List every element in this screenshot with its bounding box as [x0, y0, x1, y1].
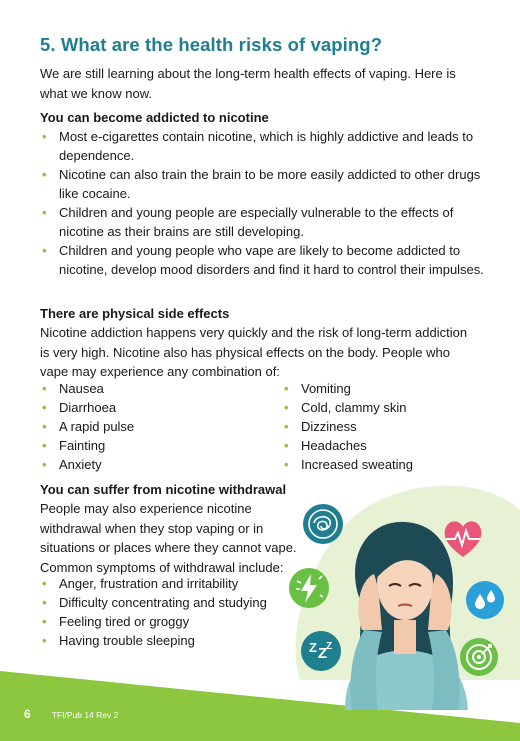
section-title-physical: There are physical side effects	[40, 306, 230, 321]
list-item: • Nausea	[40, 379, 260, 398]
section-title-withdrawal: You can suffer from nicotine withdrawal	[40, 482, 287, 497]
list-item: • Dizziness	[282, 417, 482, 436]
physical-list-left	[40, 379, 260, 474]
svg-text:Z: Z	[318, 645, 328, 662]
addicted-list	[40, 127, 485, 279]
physical-text: Nicotine addiction happens very quickly and the risk of long-term addiction is very high. Nicotine also has physical effects on the body. People who vape may experience any combination of:	[40, 325, 468, 379]
footer	[24, 707, 118, 721]
list-item: • A rapid pulse	[40, 417, 260, 436]
svg-text:Z: Z	[309, 640, 317, 655]
publication-reference: TFI/Pub 14 Rev 2	[51, 710, 119, 720]
list-item: • Children and young people are especially vulnerable to the effects of nicotine as their brains are still developing.	[40, 203, 485, 241]
list-item: • Fainting	[40, 436, 260, 455]
target-icon	[459, 637, 499, 677]
section-title-addicted: You can become addicted to nicotine	[40, 110, 269, 125]
page-number: 6	[24, 707, 31, 721]
tangle-icon	[302, 503, 344, 545]
list-item: • Having trouble sleeping	[40, 631, 300, 650]
lightning-icon	[288, 567, 330, 609]
list-item: • Children and young people who vape are likely to become addicted to nicotine, develop mood disorders and find it hard to control their impulses.	[40, 241, 485, 279]
intro-text: We are still learning about the long-term health effects of vaping. Here is what we know now.	[40, 66, 456, 101]
heart-pulse-icon	[440, 515, 486, 561]
svg-text:Z: Z	[326, 641, 333, 652]
list-item: • Feeling tired or groggy	[40, 612, 300, 631]
list-item: • Vomiting	[282, 379, 482, 398]
list-item: • Cold, clammy skin	[282, 398, 482, 417]
withdrawal-text: People may also experience nicotine withdrawal when they stop vaping or in situations or places where they cannot vape. Common symptoms of withdrawal include:	[40, 501, 297, 575]
list-item: • Most e-cigarettes contain nicotine, which is highly addictive and leads to dependence.	[40, 127, 485, 165]
list-item: • Nicotine can also train the brain to be more easily addicted to other drugs like cocaine.	[40, 165, 485, 203]
list-item: • Increased sweating	[282, 455, 482, 474]
sleep-zzz-icon	[300, 630, 342, 672]
list-item: • Difficulty concentrating and studying	[40, 593, 300, 612]
list-item: • Headaches	[282, 436, 482, 455]
list-item: • Diarrhoea	[40, 398, 260, 417]
droplets-icon	[465, 580, 505, 620]
list-item: • Anxiety	[40, 455, 260, 474]
list-item: • Anger, frustration and irritability	[40, 574, 300, 593]
page-title: 5. What are the health risks of vaping?	[40, 34, 383, 55]
physical-list-right	[282, 379, 482, 474]
